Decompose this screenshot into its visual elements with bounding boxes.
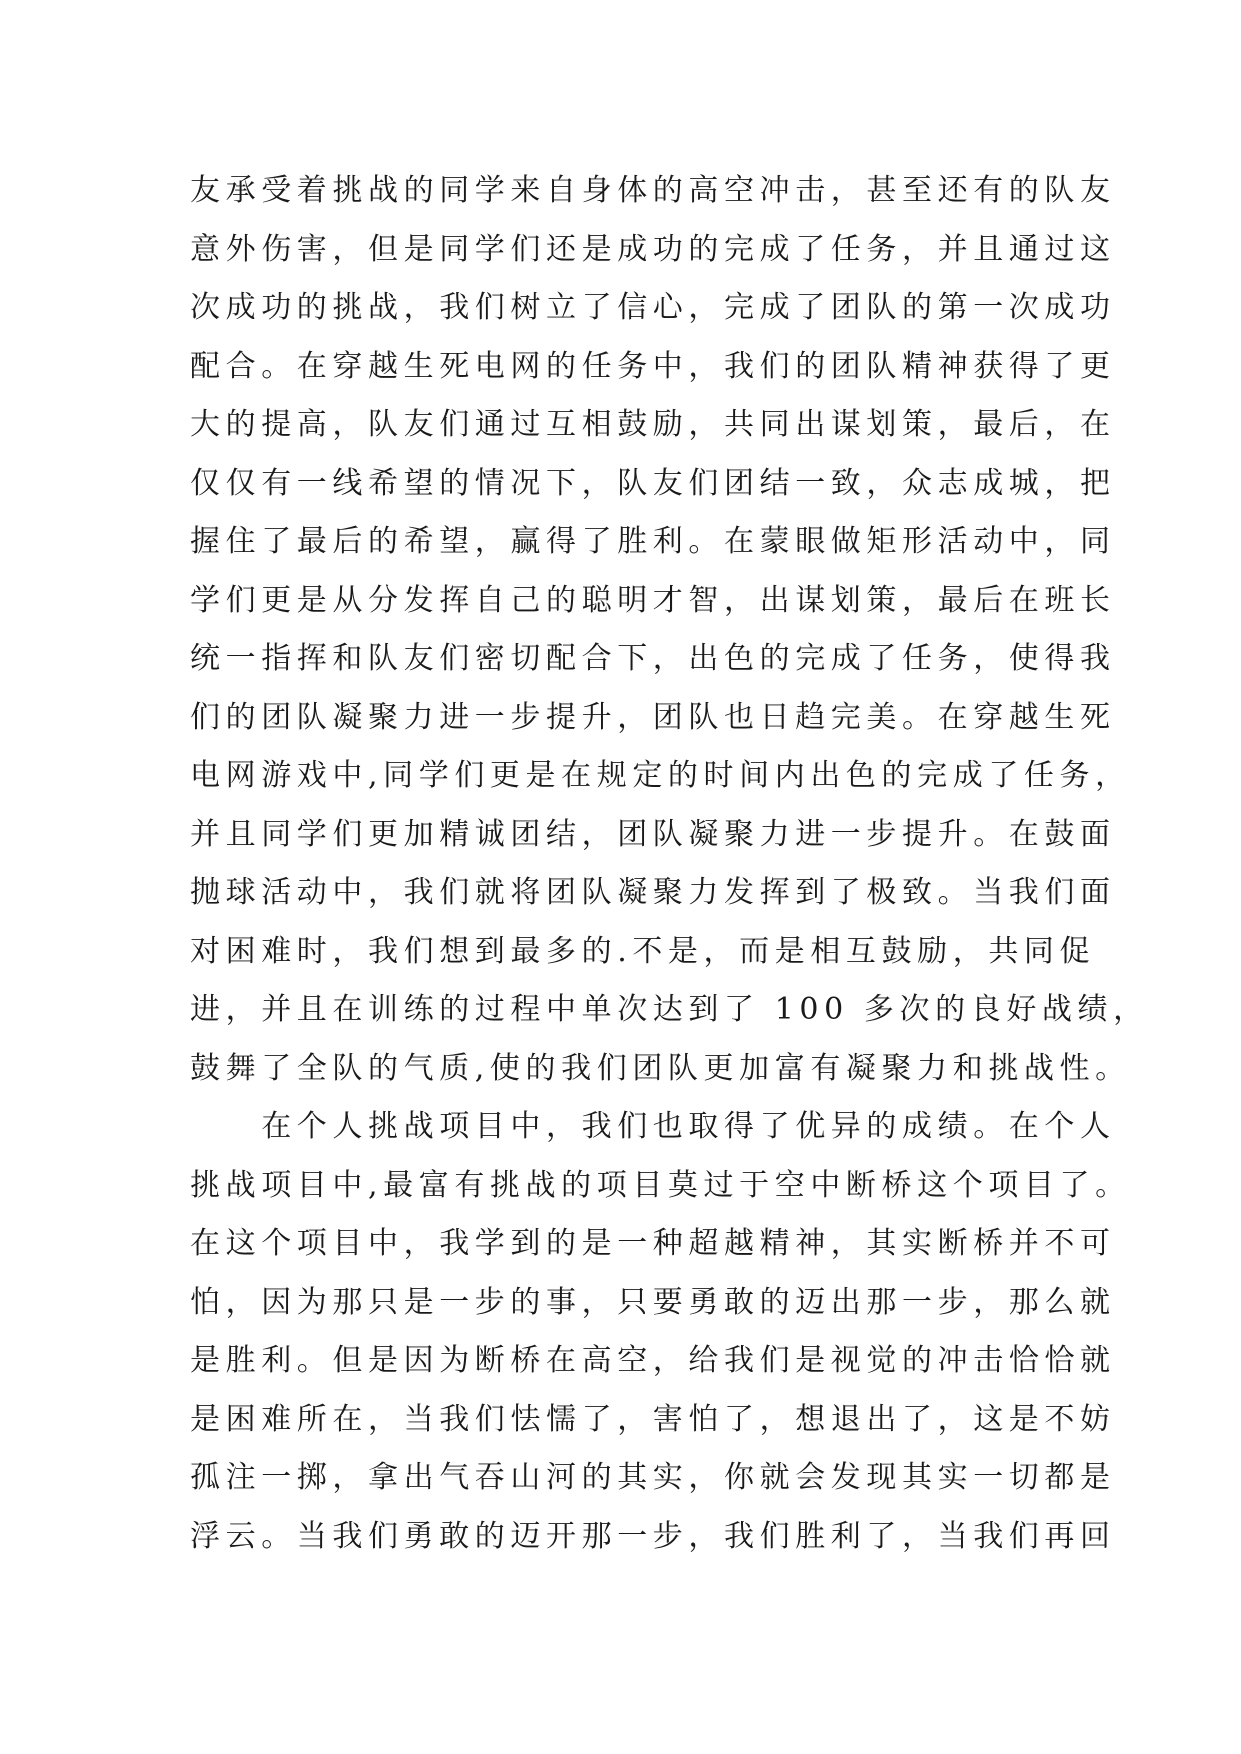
text-line: 学们更是从分发挥自己的聪明才智，出谋划策，最后在班长 [190, 582, 1116, 618]
text-line: 仅仅有一线希望的情况下，队友们团结一致，众志成城，把 [190, 465, 1116, 501]
text-line: 抛球活动中，我们就将团队凝聚力发挥到了极致。当我们面 [190, 875, 1116, 910]
text-line: 意外伤害，但是同学们还是成功的完成了任务，并且通过这 [190, 231, 1116, 267]
text-line: 电网游戏中,同学们更是在规定的时间内出色的完成了任务， [190, 758, 1131, 793]
text-line: 是困难所在，当我们怯懦了，害怕了，想退出了，这是不妨 [190, 1401, 1116, 1437]
text-line: 握住了最后的希望，赢得了胜利。在蒙眼做矩形活动中，同 [190, 524, 1116, 559]
text-line: 友承受着挑战的同学来自身体的高空冲击，甚至还有的队友 [190, 173, 1116, 208]
body-text [190, 162, 1149, 1566]
text-line: 进，并且在训练的过程中单次达到了 100 多次的良好战绩， [190, 992, 1149, 1027]
text-line: 浮云。当我们勇敢的迈开那一步，我们胜利了，当我们再回 [190, 1518, 1116, 1554]
text-line: 孤注一掷，拿出气吞山河的其实，你就会发现其实一切都是 [190, 1460, 1116, 1495]
text-line: 配合。在穿越生死电网的任务中，我们的团队精神获得了更 [190, 348, 1116, 384]
text-line: 大的提高，队友们通过互相鼓励，共同出谋划策，最后，在 [190, 407, 1116, 442]
text-line: 是胜利。但是因为断桥在高空，给我们是视觉的冲击恰恰就 [190, 1343, 1116, 1378]
text-line: 怕，因为那只是一步的事，只要勇敢的迈出那一步，那么就 [190, 1284, 1116, 1320]
text-line: 在个人挑战项目中，我们也取得了优异的成绩。在个人 [190, 1109, 1116, 1144]
text-line: 鼓舞了全队的气质,使的我们团队更加富有凝聚力和挑战性。 [190, 1050, 1131, 1086]
text-line: 对困难时，我们想到最多的.不是，而是相互鼓励，共同促 [190, 933, 1096, 969]
text-line: 挑战项目中,最富有挑战的项目莫过于空中断桥这个项目了。 [190, 1167, 1131, 1203]
text-line: 并且同学们更加精诚团结，团队凝聚力进一步提升。在鼓面 [190, 816, 1116, 852]
text-line: 统一指挥和队友们密切配合下，出色的完成了任务，使得我 [190, 641, 1116, 676]
text-line: 次成功的挑战，我们树立了信心，完成了团队的第一次成功 [190, 290, 1116, 325]
text-line: 们的团队凝聚力进一步提升，团队也日趋完美。在穿越生死 [190, 699, 1116, 735]
text-line: 在这个项目中，我学到的是一种超越精神，其实断桥并不可 [190, 1226, 1116, 1261]
